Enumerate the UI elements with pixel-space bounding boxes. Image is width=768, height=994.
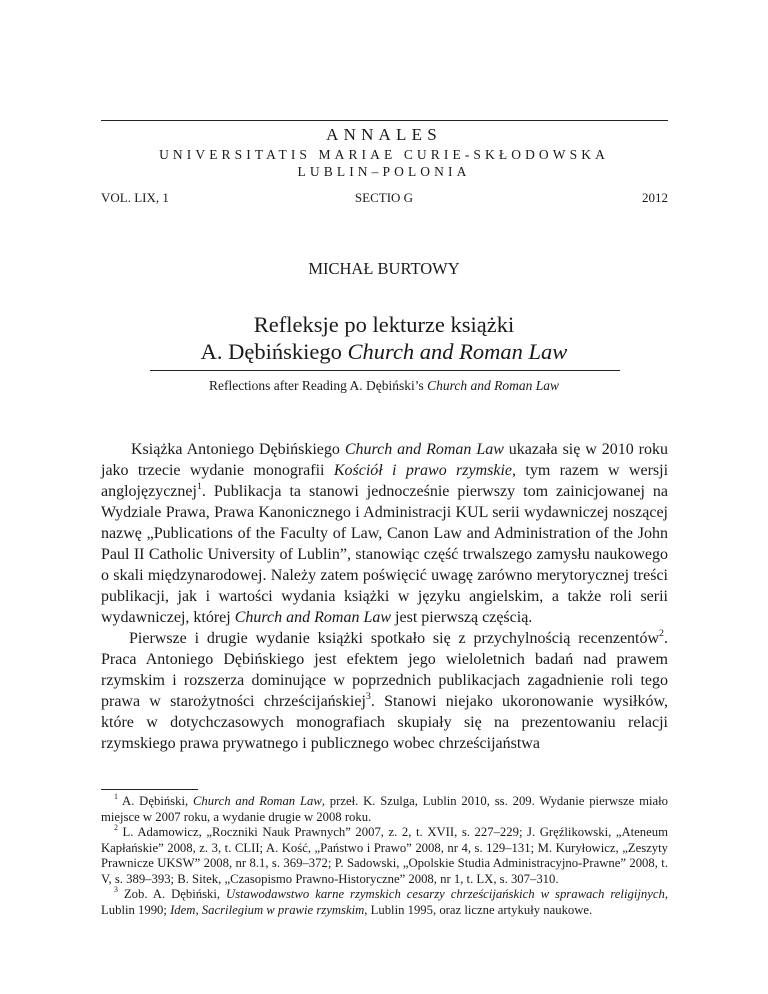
text-run: Książka Antoniego Dębińskiego [131,441,345,458]
text-run: , Lublin 1990; [101,887,668,917]
section-label: SECTIO G [354,190,414,205]
volume-label: VOL. LIX, 1 [101,190,169,205]
text-run: . Publikacja ta stanowi jednocześnie pierwszy tom zainicjowanej na Wydziale Prawa, Prawa Kanonicznego i Administracji KUL serii wydawniczej noszącej nazwę „Publications of the Faculty of Law, Canon Law and Administration of the John Paul II Catholic University of Lublin”, stanowiąc część trwalszego zamysłu naukowego o skali międzynarodowej. Należy zatem poświęcić uwagę zarówno merytorycznej treści publikacji, jak i wartości wydania książki w języku angielskim, a także roli serii wydawniczej, której [101,483,668,626]
italic-text: Church and Roman Law [192,794,322,808]
footnotes [101,794,668,918]
english-subtitle [0,378,768,394]
city-line: LUBLIN–POLONIA [297,164,471,179]
footnote-ref: 1 [114,792,118,802]
footnote-ref: 1 [196,481,202,493]
text-run: jest pierwszą częścią. [391,609,533,626]
italic-text: Church and Roman Law [234,609,392,626]
text-run: ukazała się w 2010 roku jako trzecie wydanie monografii [101,441,668,479]
paragraph-2 [101,628,668,754]
text-run: , przeł. K. Szulga, Lublin 2010, ss. 209. Wydanie pierwsze miało miejsce w 2007 roku, a wydanie drugie w 2008 roku. [101,794,668,824]
footnote-ref: 2 [114,823,118,833]
footnote-1 [101,794,668,825]
body-text [101,439,668,754]
title-book-part: Church and Roman Law [347,339,568,364]
footnote-ref: 3 [365,691,371,703]
italic-text: Sacrilegium w prawie rzymskim [201,902,365,917]
subtitle-prefix: Reflections after Reading A. Dębiński’s [208,378,428,393]
header-top-rule [101,120,668,121]
footnote-2 [101,825,668,887]
title-rule [150,370,620,371]
text-run: , [195,902,202,917]
italic-text: Church and Roman Law [344,441,504,458]
text-run: , Lublin 1995, oraz liczne artykuły naukowe. [364,902,593,917]
text-run: A. Dębiński, [117,794,193,808]
title-author-part: A. Dębińskiego [200,339,348,364]
paragraph-1 [101,439,668,628]
author-name: MICHAŁ BURTOWY [308,259,460,278]
italic-text: Kościół i prawo rzymskie [333,462,513,479]
subtitle-book: Church and Roman Law [427,378,560,393]
text-run: . Praca Antoniego Dębińskiego jest efektem jego wieloletnich badań nad prawem rzymskim i rozszerza dominujące w poprzednich publikacjach zagadnienie roli tego prawa w starożytności chrześcijańskiej [101,630,668,710]
year-label: 2012 [642,190,668,205]
journal-name: ANNALES [326,125,442,144]
article-title-line-2 [0,339,768,365]
university-name: UNIVERSITATIS MARIAE CURIE-SKŁODOWSKA [159,147,609,162]
footnote-ref: 2 [659,628,664,640]
text-run: Zob. A. Dębiński, [117,887,227,901]
article-title-line-1: Refleksje po lekturze książki [253,312,515,337]
text-run: L. Adamowicz, „Roczniki Nauk Prawnych” 2007, z. 2, t. XVII, s. 227–229; J. Gręźlikowski, „Ateneum Kapłańskie” 2008, z. 3, t. CLII; A. Kość, „Państwo i Prawo” 2008, nr 4, s. 129–131; M. Kuryłowicz, „Zeszyty Prawnicze UKSW” 2008, nr 8.1, s. 369–372; P. Sadowski, „Opolskie Studia Administracyjno-Prawne” 2008, t. V, s. 389–393; B. Sitek, „Czasopismo Prawno-Historyczne” 2008, nr 1, t. LX, s. 307–310. [101,825,668,886]
footnote-3 [101,887,668,918]
italic-text: Ustawodawstwo karne rzymskich cesarzy chrześcijańskich w sprawach religijnych [226,887,665,901]
footnote-ref: 3 [114,885,118,895]
footnote-rule [101,789,198,790]
text-run: , tym razem w wersji anglojęzycznej [101,462,669,500]
italic-text: Idem [170,902,196,917]
text-run: Pierwsze i drugie wydanie książki spotkało się z przychylnością recenzentów [129,630,660,647]
text-run: . Stanowi niejako ukoronowanie wysiłków, które w dotychczasowych monografiach skupiały się na prezentowaniu relacji rzymskiego prawa prywatnego i publicznego wobec chrześcijaństwa [101,693,669,752]
